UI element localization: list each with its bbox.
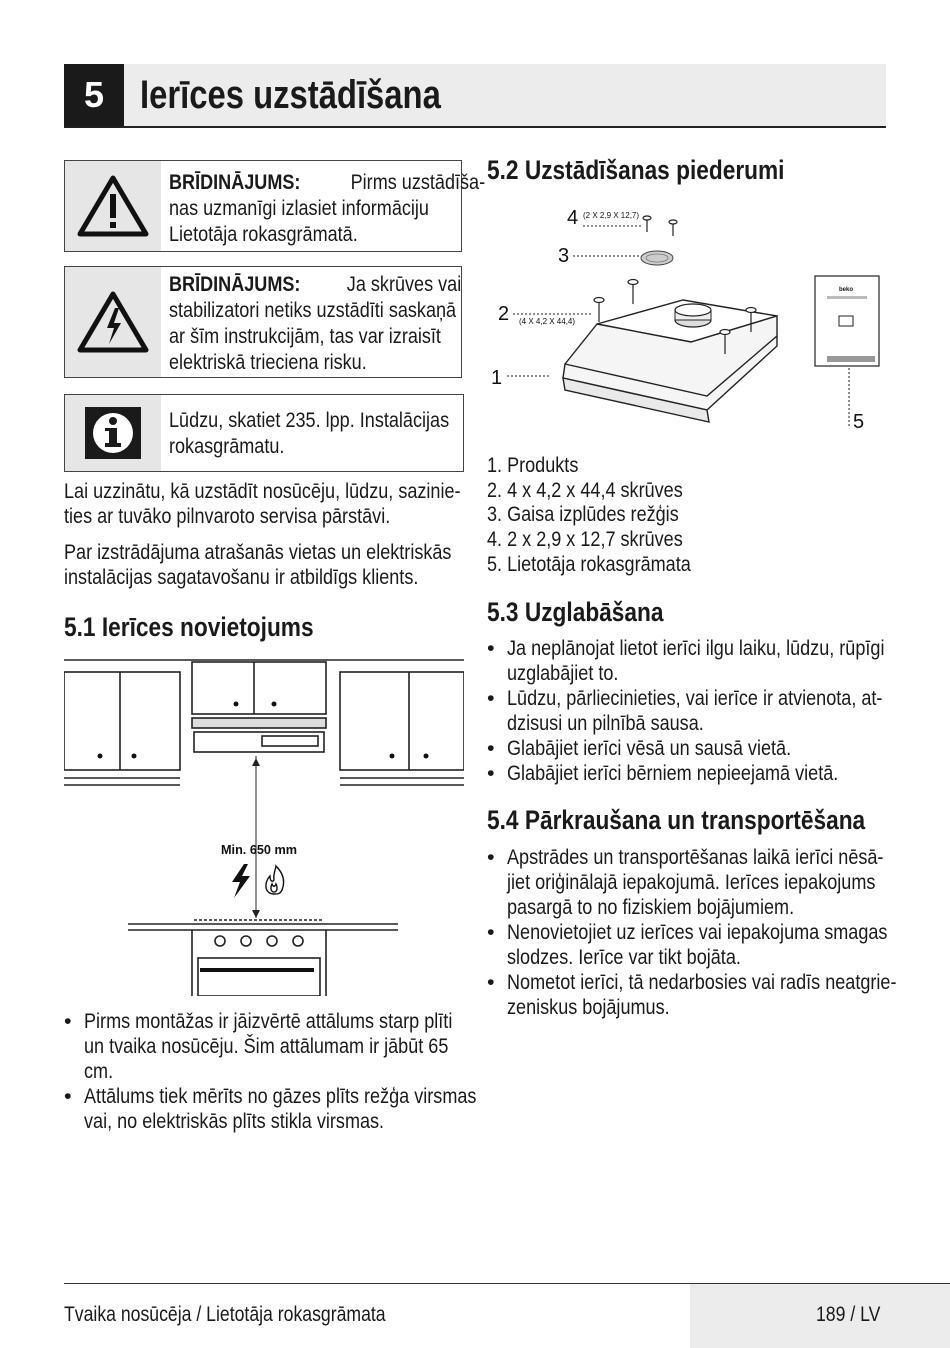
section-heading-5-3: 5.3 Uzglabāšana bbox=[487, 597, 664, 627]
list-item-line: pasargā to no fiziskiem bojājumiem. bbox=[507, 895, 795, 919]
section-heading-5-4: 5.4 Pārkraušana un transportēšana bbox=[487, 805, 866, 835]
accessories-figure bbox=[487, 196, 887, 440]
list-item-line: • Pirms montāžas ir jāizvērtē attālums starp plīti bbox=[84, 1009, 453, 1033]
warning-text-line: nas uzmanīgi izlasiet informāciju bbox=[169, 196, 429, 220]
warning-text-line: Lietotāja rokasgrāmatā. bbox=[169, 222, 358, 246]
lightning-icon bbox=[232, 864, 250, 898]
list-item-line: dzisusi un pilnībā sausa. bbox=[507, 711, 704, 735]
list-item-line: • Apstrādes un transportēšanas laikā ierīci nēsā- bbox=[507, 845, 884, 869]
list-item: 4. 2 x 2,9 x 12,7 skrūves bbox=[487, 527, 683, 552]
list-item-line: zeniskus bojājumus. bbox=[507, 995, 670, 1019]
list-item-line: vai, no elektriskās plīts stikla virsmas. bbox=[84, 1109, 385, 1133]
list-item-line: un tvaika nosūcēju. Šim attālumam ir jābūt 65 bbox=[84, 1034, 449, 1058]
warning-icon-panel bbox=[65, 267, 161, 377]
warning-box-1 bbox=[64, 160, 486, 252]
callout-5: 5 bbox=[853, 411, 865, 433]
list-item bbox=[487, 686, 887, 736]
footer-divider bbox=[64, 1283, 950, 1284]
bullet-list-5-4 bbox=[487, 845, 897, 1020]
list-item-line: • Ja neplānojat lietot ierīci ilgu laiku, lūdzu, rūpīgi bbox=[507, 636, 885, 660]
paragraph-line: instalācijas sagatavošanu ir atbildīgs klients. bbox=[64, 565, 419, 589]
list-item: 3. Gaisa izplūdes režģis bbox=[487, 502, 679, 527]
list-item-line: • Lūdzu, pārliecinieties, vai ierīce ir atvienota, at- bbox=[507, 686, 883, 710]
callout-2: 2 bbox=[498, 303, 510, 325]
chapter-title: Ierīces uzstādīšana bbox=[140, 73, 441, 117]
paragraph-line: Lai uzzinātu, kā uzstādīt nosūcēju, lūdzu, sazinie- bbox=[64, 479, 461, 503]
list-item-line: cm. bbox=[84, 1059, 114, 1083]
info-text-line: Lūdzu, skatiet 235. lpp. Instalācijas bbox=[169, 408, 450, 432]
warning-box-2 bbox=[64, 266, 462, 378]
bullet-list-5-3 bbox=[487, 636, 887, 786]
list-item bbox=[487, 920, 887, 970]
paragraph-line: ties ar tuvāko pilnvaroto servisa pārstāvi. bbox=[64, 504, 391, 528]
distance-label: Min. 650 mm bbox=[221, 842, 297, 857]
list-item bbox=[487, 736, 887, 761]
warning-text-line: Ja skrūves vai bbox=[347, 272, 462, 296]
callout-1: 1 bbox=[491, 367, 503, 389]
section-heading-5-2: 5.2 Uzstādīšanas piederumi bbox=[487, 155, 785, 185]
flame-icon bbox=[266, 866, 284, 894]
section-heading-5-1: 5.1 Ierīces novietojums bbox=[64, 612, 314, 642]
list-item: 5. Lietotāja rokasgrāmata bbox=[487, 551, 691, 576]
accessories-list bbox=[487, 453, 730, 577]
list-item-line: • Glabājiet ierīci vēsā un sausā vietā. bbox=[507, 736, 792, 760]
info-text-line: rokasgrāmatu. bbox=[169, 434, 285, 458]
footer-document-title: Tvaika nosūcēja / Lietotāja rokasgrāmata bbox=[64, 1303, 386, 1326]
info-box bbox=[64, 394, 464, 472]
paragraph-line: Par izstrādājuma atrašanās vietas un elektriskās bbox=[64, 540, 452, 564]
list-item-line: • Attālums tiek mērīts no gāzes plīts režģa virsmas bbox=[84, 1084, 477, 1108]
footer-page-number: 189 / LV bbox=[816, 1303, 881, 1326]
warning-triangle-icon bbox=[77, 174, 149, 238]
manual-brand: beko bbox=[839, 287, 854, 293]
warning-text-line: ar šīm instrukcijām, tas var izraisīt bbox=[169, 324, 441, 348]
list-item-line: slodzes. Ierīce var tikt bojāta. bbox=[507, 945, 741, 969]
warning-label: BRĪDINĀJUMS: bbox=[169, 272, 301, 296]
paragraph bbox=[64, 540, 464, 590]
paragraph bbox=[64, 479, 464, 529]
list-item-line: • Nenovietojiet uz ierīces vai iepakojuma smagas bbox=[507, 920, 888, 944]
warning-text-line: stabilizatori netiks uzstādīti saskaņā bbox=[169, 298, 457, 322]
list-item bbox=[487, 970, 897, 1020]
bullet-list-5-1 bbox=[64, 1009, 477, 1134]
list-item bbox=[487, 845, 887, 920]
placement-figure bbox=[64, 656, 464, 996]
list-item bbox=[64, 1084, 477, 1134]
callout-3: 3 bbox=[558, 245, 570, 267]
callout-4: 4 bbox=[567, 207, 579, 229]
warning-icon-panel bbox=[65, 161, 161, 251]
callout-4-dimensions: (2 X 2,9 X 12,7) bbox=[583, 211, 640, 220]
warning-text-line: elektriskā trieciena risku. bbox=[169, 350, 367, 374]
list-item: 2. 4 x 4,2 x 44,4 skrūves bbox=[487, 477, 683, 502]
list-item-line: • Nometot ierīci, tā nedarbosies vai radīs neatgrie- bbox=[507, 970, 897, 994]
warning-label: BRĪDINĀJUMS: bbox=[169, 170, 301, 194]
warning-text-line: Pirms uzstādīša- bbox=[351, 170, 486, 194]
list-item: 1. Produkts bbox=[487, 453, 579, 477]
list-item bbox=[487, 636, 887, 686]
list-item-line: • Glabājiet ierīci bērniem nepieejamā vietā. bbox=[507, 761, 839, 785]
chapter-header bbox=[64, 64, 886, 128]
list-item-line: uzglabājiet to. bbox=[507, 661, 619, 685]
list-item bbox=[487, 761, 887, 786]
list-item-line: jiet oriģinālajā iepakojumā. Ierīces iepakojums bbox=[507, 870, 876, 894]
info-icon-panel bbox=[65, 395, 161, 471]
electric-warning-icon bbox=[77, 290, 149, 354]
info-icon bbox=[83, 405, 143, 461]
list-item bbox=[64, 1009, 464, 1084]
chapter-number: 5 bbox=[64, 64, 124, 126]
callout-2-dimensions: (4 X 4,2 X 44,4) bbox=[519, 317, 576, 326]
